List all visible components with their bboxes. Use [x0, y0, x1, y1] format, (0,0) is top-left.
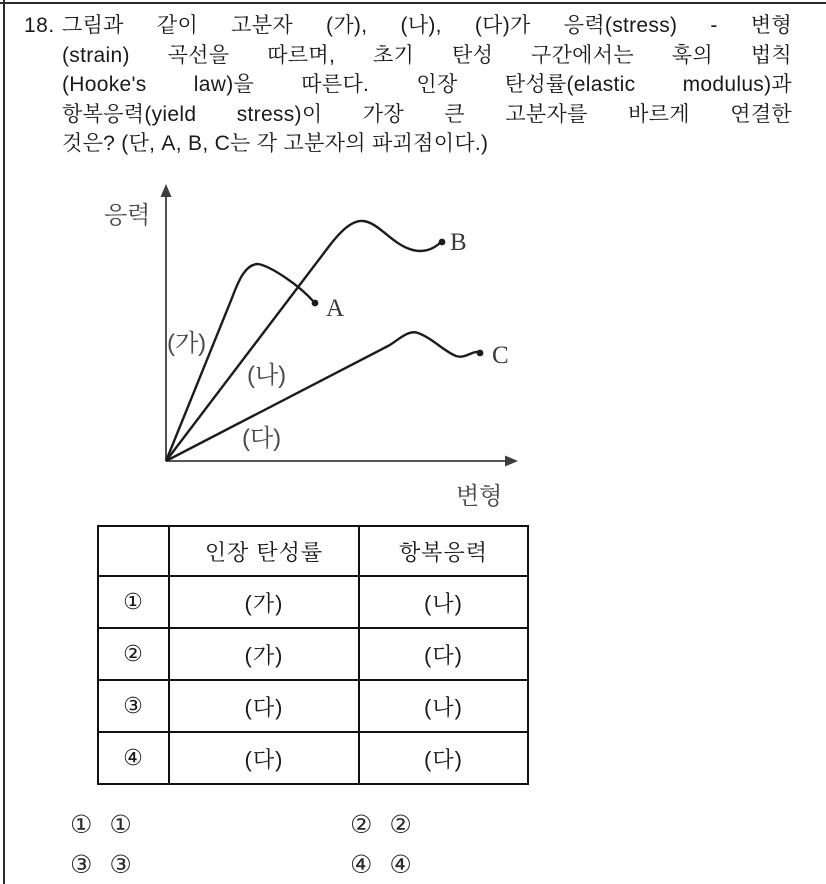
- break-point-b-dot: [439, 239, 446, 246]
- option-value: ②: [389, 810, 412, 839]
- curve-ga-label: (가): [167, 330, 207, 357]
- row-number: ②: [98, 628, 169, 680]
- row-number: ③: [98, 680, 169, 732]
- yield-cell: (나): [359, 680, 528, 732]
- option-marker: ④: [350, 850, 373, 879]
- yield-cell: (다): [359, 628, 528, 680]
- modulus-cell: (다): [169, 732, 359, 784]
- curve-na-label: (나): [247, 362, 287, 389]
- answer-option-1[interactable]: [70, 811, 132, 839]
- table-row: [98, 680, 528, 732]
- table-header-row: [98, 526, 528, 576]
- modulus-cell: (가): [169, 628, 359, 680]
- table-row: [98, 628, 528, 680]
- answer-table: [97, 525, 529, 785]
- table-header-empty: [98, 526, 169, 576]
- row-number: ④: [98, 732, 169, 784]
- answer-option-4[interactable]: [350, 851, 412, 879]
- page-top-divider: [0, 2, 826, 4]
- curve-da-label: (다): [242, 425, 282, 452]
- question-number: 18.: [24, 14, 55, 37]
- row-number: ①: [98, 576, 169, 628]
- option-value: ④: [389, 850, 412, 879]
- curve-da: [166, 332, 478, 461]
- question-line: (Hooke's law)을 따른다. 인장 탄성률(elastic modulus)과: [62, 73, 792, 96]
- curve-na: [166, 221, 440, 461]
- question-block: [24, 11, 792, 159]
- option-value: ③: [109, 850, 132, 879]
- break-point-a-label: A: [326, 295, 345, 322]
- option-marker: ①: [70, 810, 93, 839]
- x-axis-label: 변형: [456, 483, 503, 510]
- question-line: (strain) 곡선을 따르며, 초기 탄성 구간에서는 훅의 법칙: [62, 43, 792, 67]
- table-header-modulus: 인장 탄성률: [169, 526, 359, 576]
- yield-cell: (다): [359, 732, 528, 784]
- option-marker: ③: [70, 850, 93, 879]
- option-marker: ②: [350, 810, 373, 839]
- stress-strain-chart: [90, 180, 540, 515]
- yield-cell: (나): [359, 576, 528, 628]
- break-point-b-label: B: [450, 229, 467, 256]
- answer-option-2[interactable]: [350, 811, 412, 839]
- y-axis-label: 응력: [104, 202, 151, 229]
- table-row: [98, 576, 528, 628]
- break-point-c-label: C: [492, 342, 509, 369]
- option-value: ①: [109, 810, 132, 839]
- x-axis-arrow-icon: [505, 456, 518, 467]
- y-axis-arrow-icon: [161, 184, 172, 197]
- question-line: 항복응력(yield stress)이 가장 큰 고분자를 바르게 연결한: [62, 102, 792, 126]
- table-row: [98, 732, 528, 784]
- page-left-divider: [3, 0, 5, 884]
- break-point-a-dot: [312, 300, 319, 307]
- modulus-cell: (가): [169, 576, 359, 628]
- table-header-yield: 항복응력: [359, 526, 528, 576]
- modulus-cell: (다): [169, 680, 359, 732]
- break-point-c-dot: [477, 350, 484, 357]
- question-line: 것은? (단, A, B, C는 각 고분자의 파괴점이다.): [62, 132, 489, 155]
- question-line: 그림과 같이 고분자 (가), (나), (다)가 응력(stress) - 변형: [62, 14, 792, 37]
- answer-option-3[interactable]: [70, 851, 132, 879]
